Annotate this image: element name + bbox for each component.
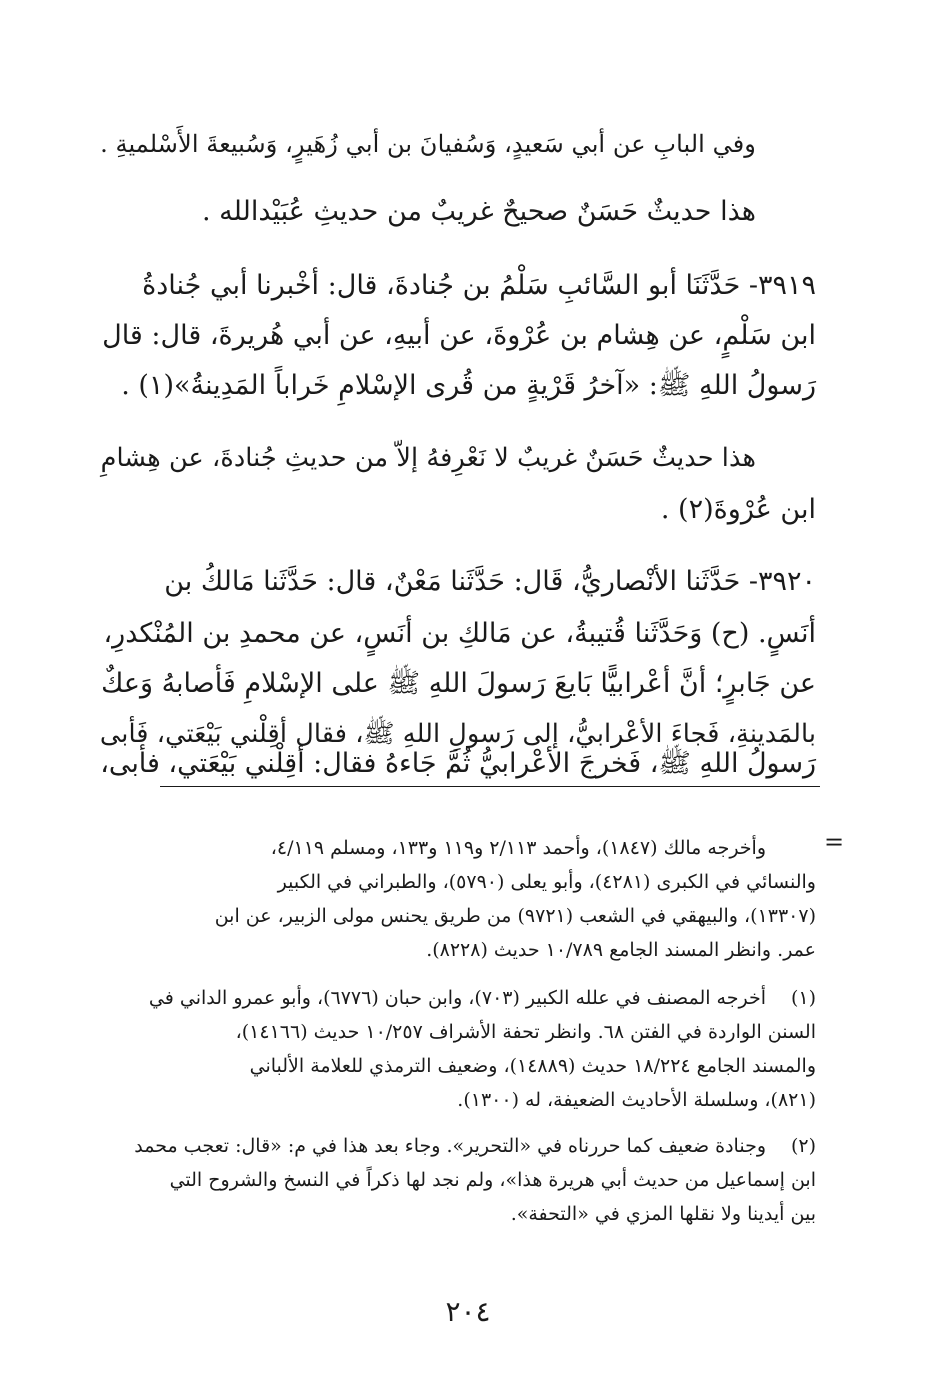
main-text-line: هذا حديثٌ حَسَنٌ غريبٌ لا نَعْرِفهُ إلاّ من حديثِ جُنادةَ، عن هِشامِ	[100, 443, 756, 473]
main-text-line: رَسولُ اللهِ ﷺ: «آخرُ قَرْيةٍ من قُرى الإسْلامِ خَراباً المَدِينةُ»(١) .	[121, 370, 816, 401]
main-text-line: بالمَدينةِ، فَجاءَ الأعْرابيُّ، إلى رَسولِ اللهِ ﷺ، فقال أقِلْني بَيْعَتي، فَأبى	[99, 719, 816, 749]
footnote-1-line: والمسند الجامع ١٨/٢٢٤ حديث (١٤٨٨٩)، وضعيف الترمذي للعلامة الألباني	[249, 1055, 816, 1077]
page-number: ٢٠٤	[445, 1295, 491, 1328]
footnote-continued-line: وأخرجه مالك (١٨٤٧)، وأحمد ٢/١١٣ و١١٩ و١٣٣، ومسلم ٤/١١٩،	[270, 837, 766, 859]
footnote-continued-line: (١٣٣٠٧)، والبيهقي في الشعب (٩٧٢١) من طريق يحنس مولى الزبير، عن ابن	[214, 905, 816, 927]
hadith-3920-line: ٣٩٢٠- حَدَّثَنا الأنْصاريُّ، قَال: حَدَّثَنا مَعْنٌ، قال: حَدَّثَنا مَالكُ بن	[164, 566, 816, 597]
main-text-line: رَسولُ اللهِ ﷺ، فَخرجَ الأعْرابيُّ ثُمَّ جَاءهُ فقال: أقِلْني بَيْعَتي، فأبى،	[100, 748, 816, 779]
footnote-number: (٢)	[790, 1135, 816, 1157]
footnote-continued-line: والنسائي في الكبرى (٤٢٨١)، وأبو يعلى (٥٧٩٠)، والطبراني في الكبير	[277, 871, 816, 893]
main-text-line: ابن عُرْوةَ(٢) .	[660, 494, 816, 525]
footnote-continued-line: عمر. وانظر المسند الجامع ١٠/٧٨٩ حديث (٨٢٢٨).	[426, 939, 816, 961]
hadith-3919-line: ٣٩١٩- حَدَّثَنَا أبو السَّائبِ سَلْمُ بن جُنادةَ، قال: أخْبرنا أبي جُنادةُ	[142, 270, 816, 301]
footnote-1-line: السنن الواردة في الفتن ٦٨. وانظر تحفة الأشراف ١٠/٢٥٧ حديث (١٤١٦٦)،	[235, 1021, 816, 1043]
main-text-line: ابن سَلْمٍ، عن هِشام بن عُرْوةَ، عن أبيهِ، عن أبي هُريرةَ، قال: قال	[102, 320, 816, 351]
footnote-1-line: (٨٢١)، وسلسلة الأحاديث الضعيفة، له (١٣٠٠).	[457, 1089, 816, 1111]
footnote-2-line: ابن إسماعيل من حديث أبي هريرة هذا»، ولم نجد لها ذكراً في النسخ والشروح التي	[169, 1169, 816, 1191]
footnote-1-line: أخرجه المصنف في علله الكبير (٧٠٣)، وابن حبان (٦٧٧٦)، وأبو عمرو الداني في	[148, 987, 766, 1009]
footnote-number: (١)	[790, 987, 816, 1009]
main-text-line: عن جَابرٍ؛ أنَّ أعْرابيًّا بَايعَ رَسولَ اللهِ ﷺ على الإسْلامِ فَأصابهُ وَعكٌ	[101, 668, 816, 699]
main-text-line: هذا حديثٌ حَسَنٌ صحيحٌ غريبٌ من حديثِ عُبَيْدالله .	[202, 196, 756, 227]
main-text-line: أنَسٍ. (ح) وَحَدَّثَنا قُتيبةُ، عن مَالكِ بن أنَسٍ، عن محمدِ بن المُنْكدرِ،	[103, 618, 816, 649]
footnote-2-line: بين أيدينا ولا نقلها المزي في «التحفة».	[510, 1203, 816, 1225]
footnote-2-line: وجنادة ضعيف كما حررناه في «التحرير». وجاء بعد هذا في م: «قال: تعجب محمد	[134, 1135, 766, 1157]
footnote-separator	[160, 786, 820, 787]
main-text-line: وفي البابِ عن أبي سَعيدٍ، وَسُفيانَ بن أبي زُهَيرٍ، وَسُبيعةَ الأَسْلميةِ .	[100, 130, 756, 158]
continuation-mark: =	[824, 828, 845, 856]
